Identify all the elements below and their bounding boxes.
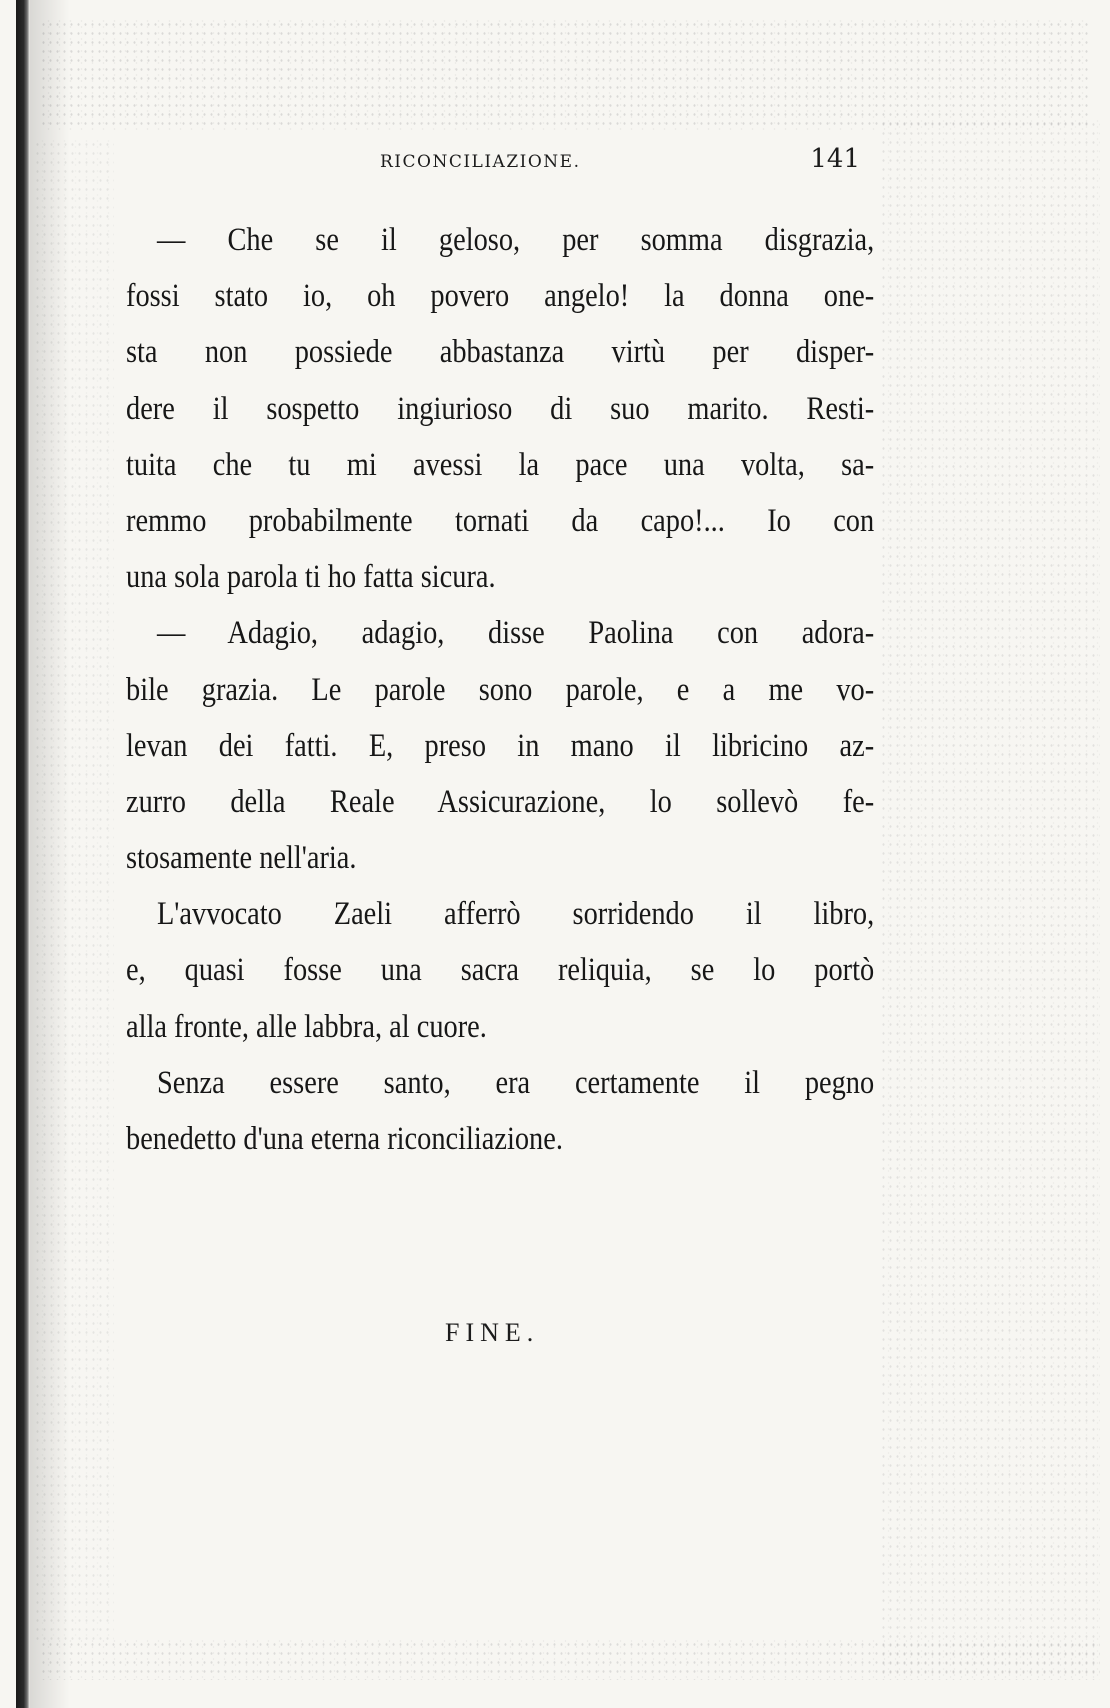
text-line: zurro della Reale Assicurazione, lo sollevò fe-	[126, 783, 875, 820]
text-line: una sola parola ti ho fatta sicura.	[126, 559, 496, 596]
binding-shadow	[30, 0, 70, 1708]
binding-edge	[16, 0, 30, 1708]
text-line: e, quasi fosse una sacra reliquia, se lo portò	[126, 952, 875, 989]
running-title: RICONCILIAZIONE.	[380, 152, 581, 172]
text-line: levan dei fatti. E, preso in mano il libricino az-	[126, 727, 875, 764]
text-line: sta non possiede abbastanza virtù per disper-	[126, 334, 875, 371]
text-line: — Che se il geloso, per somma disgrazia,	[156, 222, 875, 258]
text-line: dere il sospetto ingiurioso di suo marito. Resti-	[126, 390, 875, 427]
text-line: tuita che tu mi avessi la pace una volta, sa-	[126, 446, 875, 483]
body-text	[126, 212, 874, 1167]
page-number: 141	[810, 144, 860, 174]
text-line: fossi stato io, oh povero angelo! la donna one-	[126, 278, 875, 315]
text-line: stosamente nell'aria.	[126, 840, 357, 877]
running-head	[380, 140, 860, 180]
text-line: alla fronte, alle labbra, al cuore.	[126, 1008, 487, 1045]
scan-noise-top	[40, 20, 1090, 130]
text-line: L'avvocato Zaeli afferrò sorridendo il libro,	[156, 896, 875, 933]
fine-marker: FINE.	[445, 1318, 540, 1347]
text-line: benedetto d'una eterna riconciliazione.	[126, 1121, 563, 1157]
text-line: remmo probabilmente tornati da capo!... Io con	[126, 502, 875, 539]
scan-noise-right	[880, 120, 1100, 1680]
text-line: — Adagio, adagio, disse Paolina con adora-	[156, 615, 875, 652]
text-line: bile grazia. Le parole sono parole, e a me vo-	[126, 671, 875, 708]
text-line: Senza essere santo, era certamente il pegno	[156, 1064, 875, 1101]
scan-noise-bottom	[40, 1640, 1100, 1680]
